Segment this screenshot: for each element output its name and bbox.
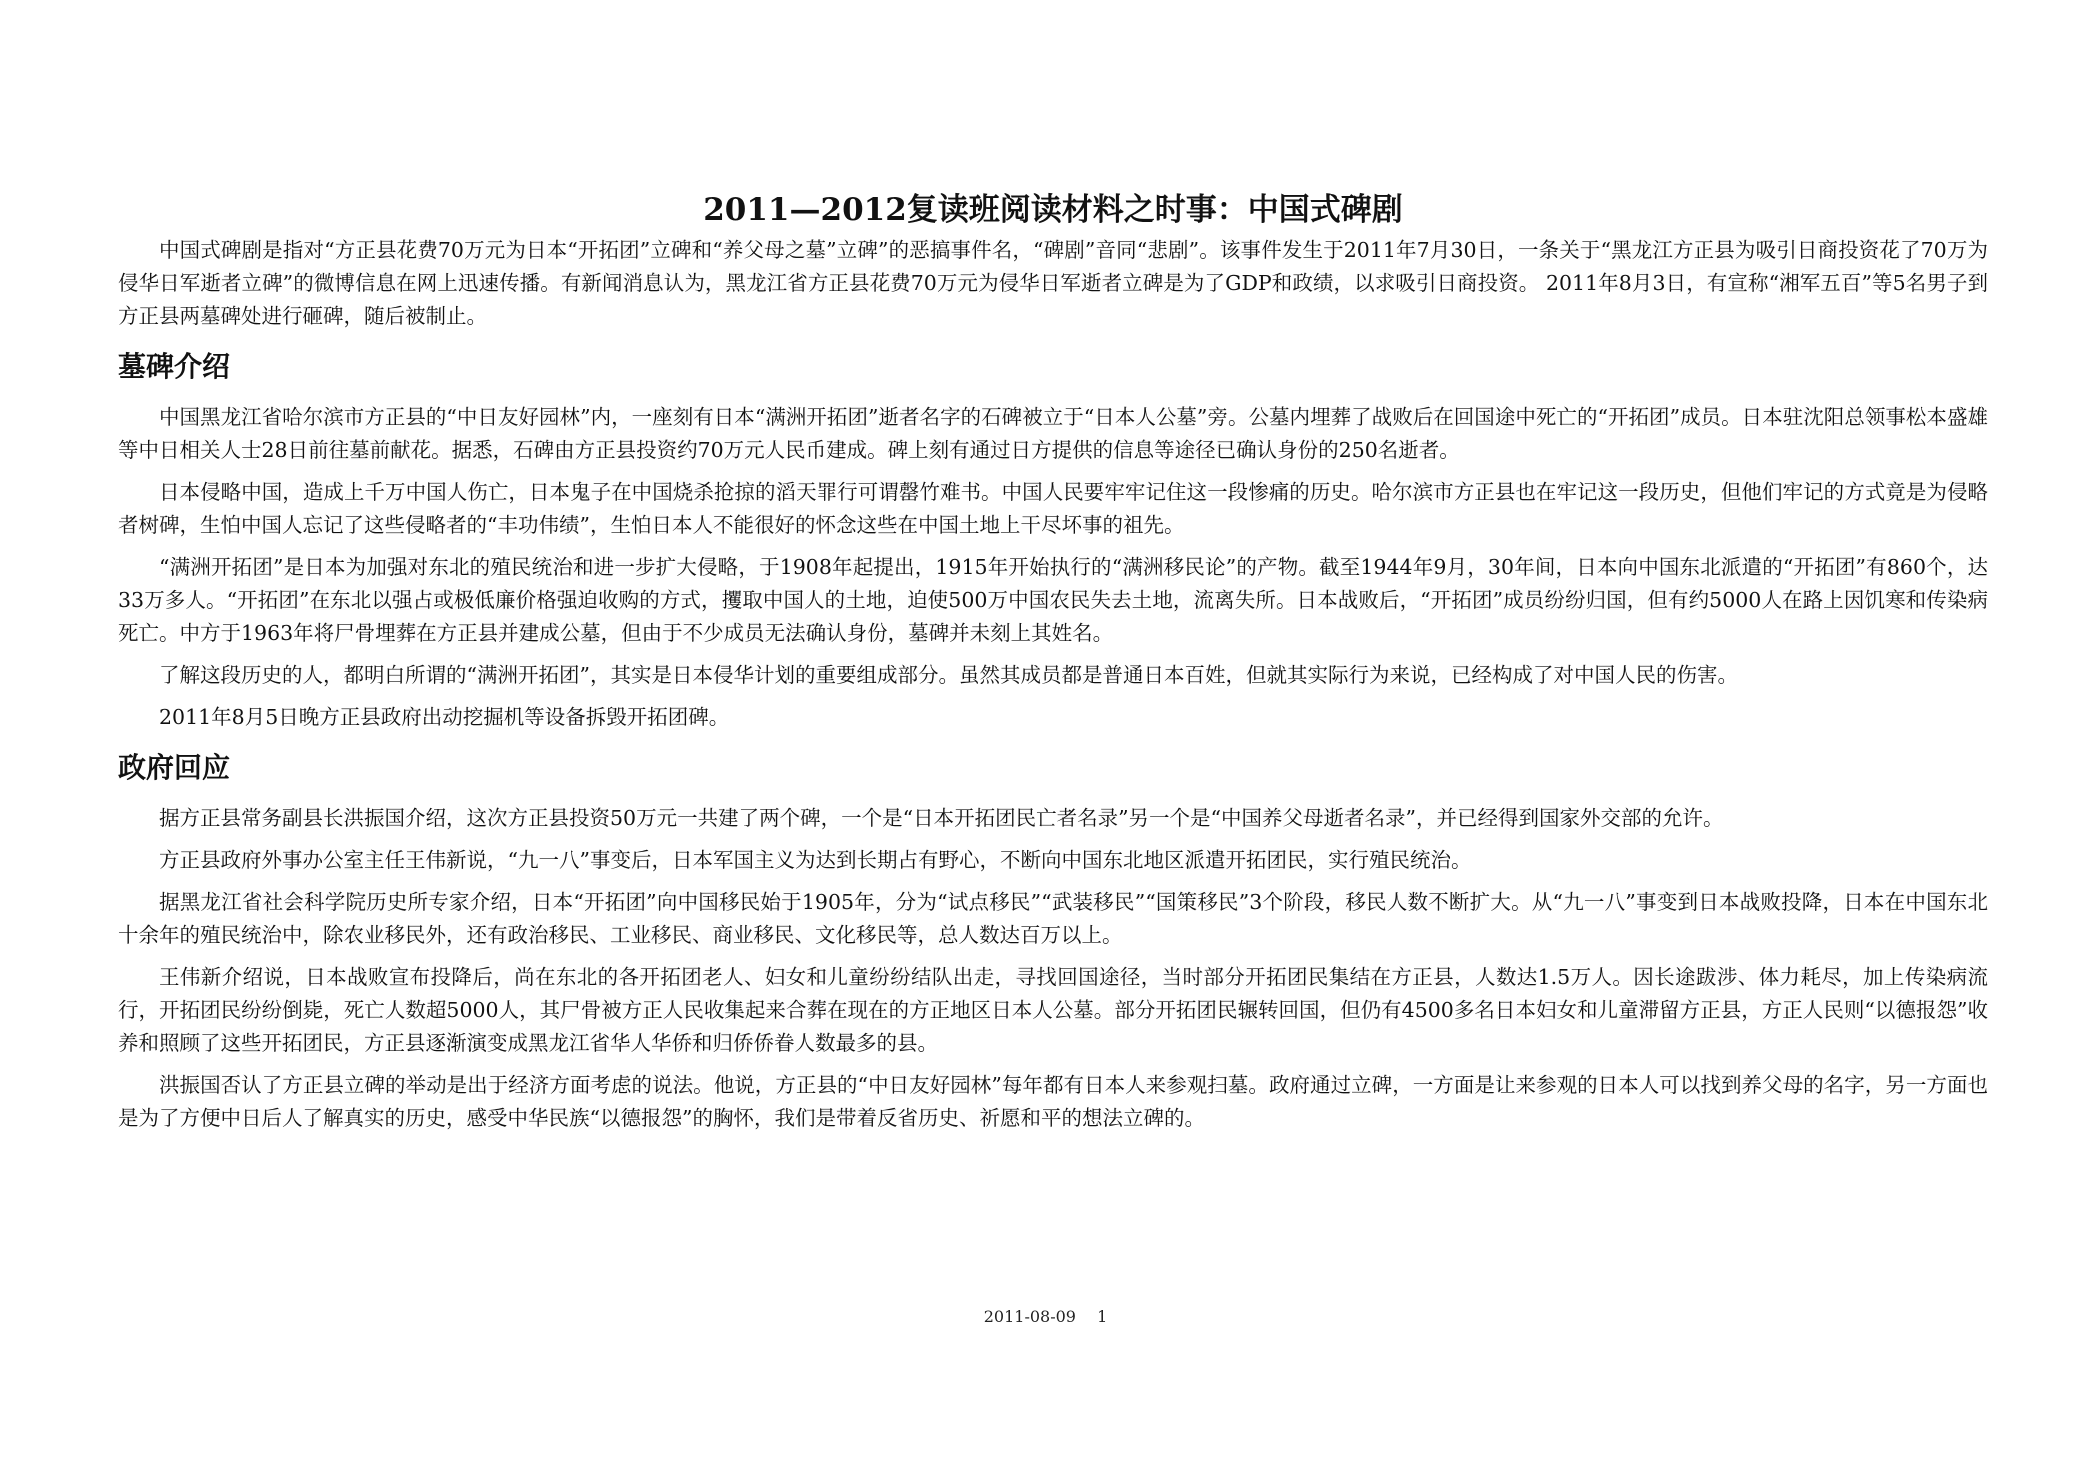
- document-title: 2011—2012复读班阅读材料之时事：中国式碑剧: [703, 192, 1403, 228]
- paragraph: 据方正县常务副县长洪振国介绍，这次方正县投资50万元一共建了两个碑，一个是“日本开拓团民亡者名录”另一个是“中国养父母逝者名录”，并已经得到国家外交部的允许。: [159, 806, 1724, 830]
- paragraph: 方正县政府外事办公室主任王伟新说，“九一八”事变后，日本军国主义为达到长期占有野心，不断向中国东北地区派遣开拓团民，实行殖民统治。: [159, 848, 1472, 872]
- paragraph: 了解这段历史的人，都明白所谓的“满洲开拓团”，其实是日本侵华计划的重要组成部分。虽然其成员都是普通日本百姓，但就其实际行为来说，已经构成了对中国人民的伤害。: [159, 663, 1738, 687]
- paragraph: 日本侵略中国，造成上千万中国人伤亡，日本鬼子在中国烧杀抢掠的滔天罪行可谓罄竹难书。中国人民要牢牢记住这一段惨痛的历史。哈尔滨市方正县也在牢记这一段历史，但他们牢记的方式竟是为侵略者树碑，生怕中国人忘记了这些侵略者的“丰功伟绩”，生怕日本人不能很好的怀念这些在中国土地上干尽坏事的祖先。: [118, 480, 1988, 537]
- page-number: 1: [1097, 1307, 1108, 1326]
- paragraph: 2011年8月5日晚方正县政府出动挖掘机等设备拆毁开拓团碑。: [159, 705, 730, 729]
- document-page: [118, 190, 1988, 1144]
- page-footer: [0, 1307, 2091, 1326]
- section-heading-government-response: 政府回应: [118, 751, 231, 784]
- paragraph: 洪振国否认了方正县立碑的举动是出于经济方面考虑的说法。他说，方正县的“中日友好园林”每年都有日本人来参观扫墓。政府通过立碑，一方面是让来参观的日本人可以找到养父母的名字，另一方面也是为了方便中日后人了解真实的历史，感受中华民族“以德报怨”的胸怀，我们是带着反省历史、祈愿和平的想法立碑的。: [118, 1073, 1988, 1130]
- paragraph: 据黑龙江省社会科学院历史所专家介绍，日本“开拓团”向中国移民始于1905年，分为“试点移民”“武装移民”“国策移民”3个阶段，移民人数不断扩大。从“九一八”事变到日本战败投降，日本在中国东北十余年的殖民统治中，除农业移民外，还有政治移民、工业移民、商业移民、文化移民等，总人数达百万以上。: [118, 890, 1988, 947]
- paragraph: 王伟新介绍说，日本战败宣布投降后，尚在东北的各开拓团老人、妇女和儿童纷纷结队出走，寻找回国途径，当时部分开拓团民集结在方正县，人数达1.5万人。因长途跋涉、体力耗尽，加上传染病流行，开拓团民纷纷倒毙，死亡人数超5000人，其尸骨被方正人民收集起来合葬在现在的方正地区日本人公墓。部分开拓团民辗转回国，但仍有4500多名日本妇女和儿童滞留方正县，方正人民则“以德报怨”收养和照顾了这些开拓团民，方正县逐渐演变成黑龙江省华人华侨和归侨侨眷人数最多的县。: [118, 965, 1988, 1055]
- intro-paragraph: 中国式碑剧是指对“方正县花费70万元为日本“开拓团”立碑和“养父母之墓”立碑”的恶搞事件名，“碑剧”音同“悲剧”。该事件发生于2011年7月30日，一条关于“黑龙江方正县为吸引日商投资花了70万为侵华日军逝者立碑”的微博信息在网上迅速传播。有新闻消息认为，黑龙江省方正县花费70万元为侵华日军逝者立碑是为了GDP和政绩，以求吸引日商投资。 2011年8月3日，有宣称“湘军五百”等5名男子到方正县两墓碑处进行砸碑，随后被制止。: [118, 238, 1988, 328]
- footer-date: 2011-08-09: [983, 1307, 1076, 1326]
- section-heading-tomb-intro: 墓碑介绍: [118, 350, 231, 383]
- paragraph: 中国黑龙江省哈尔滨市方正县的“中日友好园林”内，一座刻有日本“满洲开拓团”逝者名字的石碑被立于“日本人公墓”旁。公墓内埋葬了战败后在回国途中死亡的“开拓团”成员。日本驻沈阳总领事松本盛雄等中日相关人士28日前往墓前献花。据悉，石碑由方正县投资约70万元人民币建成。碑上刻有通过日方提供的信息等途径已确认身份的250名逝者。: [118, 405, 1988, 462]
- paragraph: “满洲开拓团”是日本为加强对东北的殖民统治和进一步扩大侵略，于1908年起提出，1915年开始执行的“满洲移民论”的产物。截至1944年9月，30年间，日本向中国东北派遣的“开拓团”有860个，达33万多人。“开拓团”在东北以强占或极低廉价格强迫收购的方式，攫取中国人的土地，迫使500万中国农民失去土地，流离失所。日本战败后，“开拓团”成员纷纷归国，但有约5000人在路上因饥寒和传染病死亡。中方于1963年将尸骨埋葬在方正县并建成公墓，但由于不少成员无法确认身份，墓碑并未刻上其姓名。: [118, 555, 1988, 645]
